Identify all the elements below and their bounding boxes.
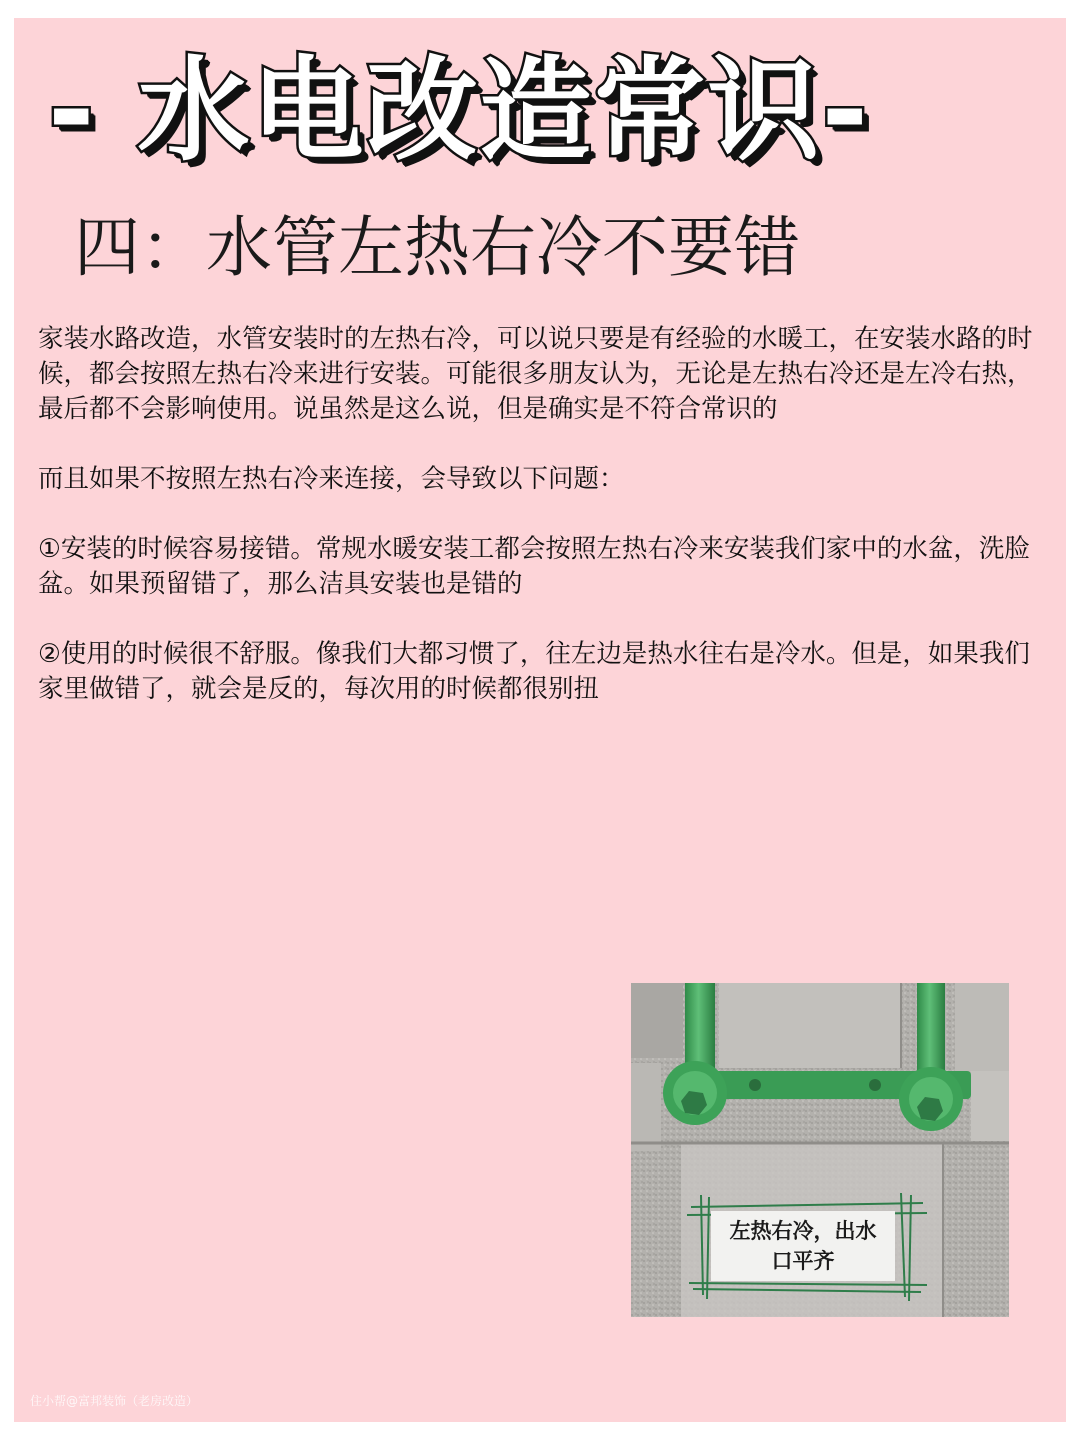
paragraph-intro: 家装水路改造，水管安装时的左热右冷，可以说只要是有经验的水暖工，在安装水路的时候，都会按照左热右冷来进行安装。可能很多朋友认为，无论是左热右冷还是左冷右热，最后都不会影响使用。说虽然是这么说，但是确实是不符合常识的 [38, 324, 1033, 424]
sub-title: 四：水管左热右冷不要错 [74, 209, 800, 286]
main-title: - 水电改造常识- [48, 46, 870, 176]
photo-caption [711, 1211, 895, 1281]
watermark: 住小帮@富邦装饰（老房改造） [30, 1394, 199, 1408]
photo-caption-line-2: 口平齐 [771, 1249, 835, 1273]
article-body [38, 322, 1038, 742]
paragraph-problems-lead: 而且如果不按照左热右冷来连接，会导致以下问题： [38, 464, 625, 494]
pipe-photo [631, 983, 1009, 1317]
poster-page [14, 18, 1066, 1422]
photo-caption-line-1: 左热右冷，出水 [729, 1219, 877, 1243]
paragraph-point-2: ②使用的时候很不舒服。像我们大都习惯了，往左边是热水往右是冷水。但是，如果我们家里做错了，就会是反的，每次用的时候都很别扭 [38, 639, 1030, 704]
paragraph-point-1: ①安装的时候容易接错。常规水暖安装工都会按照左热右冷来安装我们家中的水盆，洗脸盆。如果预留错了，那么洁具安装也是错的 [38, 534, 1030, 599]
